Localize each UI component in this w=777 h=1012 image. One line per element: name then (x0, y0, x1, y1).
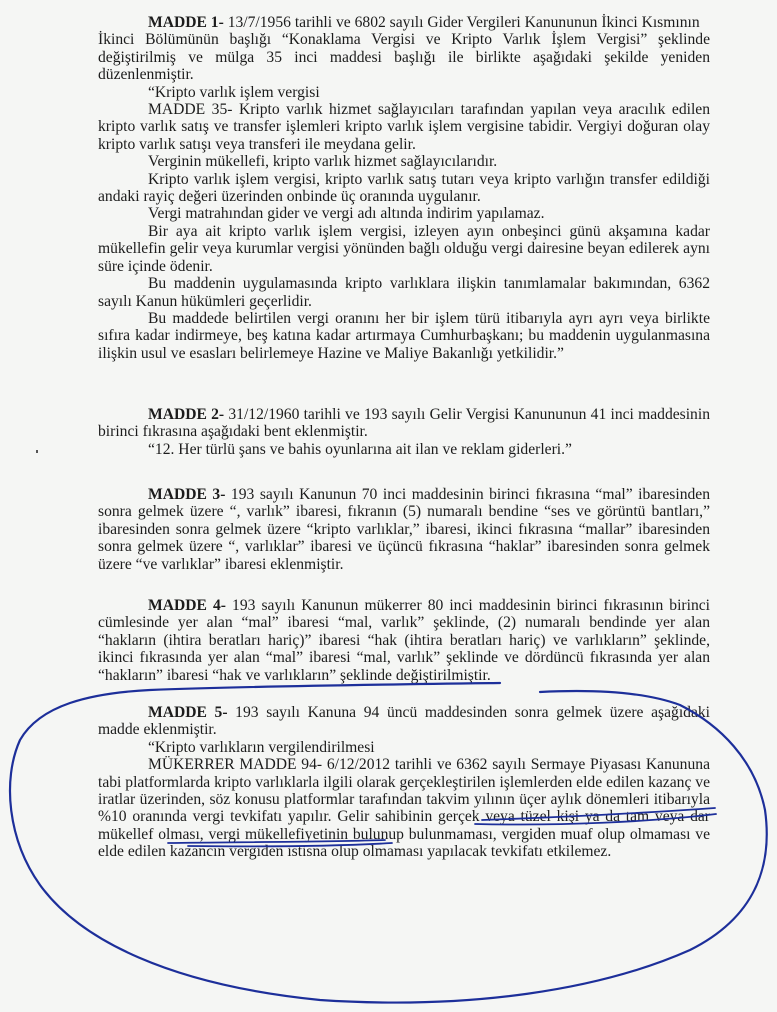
madde-3-section (98, 486, 710, 573)
madde-1-paragraph: Verginin mükellefi, kripto varlık hizmet sağlayıcılarıdır. (148, 153, 498, 171)
madde-1-title: MADDE 1- (148, 14, 224, 31)
madde-1-intro-rest: İkinci Bölümünün başlığı “Konaklama Vergisi ve Kripto Varlık İşlem Vergisi” şeklinde değiştirilmiş ve mülga 35 inci maddesi başlığı ile birlikte aşağıdaki şekilde yeniden düzenlenmiştir. (98, 31, 710, 84)
margin-mark (36, 450, 38, 453)
madde-1-paragraph: Kripto varlık işlem vergisi, kripto varlık satış tutarı veya kripto varlığın transfer edildiği andaki rayiç değeri üzerinden onbinde üç oranında uygulanır. (98, 170, 710, 206)
madde-5-title: MADDE 5- (148, 704, 228, 721)
madde-4-text: MADDE 4- 193 sayılı Kanunun mükerrer 80 inci maddesinin birinci fıkrasının birinci cümlesinde yer alan “mal” ibaresi “mal, varlık” şeklinde, (2) numaralı bendinde yer alan “hakların (ihtira beratları hariç)” ibaresi “hak (ihtira beratları hariç) ve varlıkların” şeklinde, ikinci fıkrasında yer alan “mal” ibaresi “mal, varlık” şeklinde ve dördüncü fıkrasında yer alan “hakların” ibaresi “hak ve varlıkların” şeklinde değiştirilmiştir. (98, 597, 710, 684)
madde-4-title: MADDE 4- (148, 597, 226, 614)
madde-5-text: MADDE 5- 193 sayılı Kanuna 94 üncü maddesinden sonra gelmek üzere aşağıdaki madde eklenmiştir. (98, 704, 710, 739)
madde-5-heading: “Kripto varlıkların vergilendirilmesi (148, 738, 375, 756)
madde-2-quote: “12. Her türlü şans ve bahis oyunlarına ait ilan ve reklam giderleri.” (148, 440, 572, 458)
madde-4-section (98, 597, 710, 684)
madde-2-title: MADDE 2- (148, 406, 225, 423)
madde-1-paragraph: MADDE 35- Kripto varlık hizmet sağlayıcıları tarafından yapılan veya aracılık edilen kripto varlık satış ve transfer işlemleri kripto varlık işlem vergisine tabidir. Vergiyi doğuran olay kripto varlık satışı veya transferi ile meydana gelir. (98, 101, 710, 153)
madde-3-text: MADDE 3- 193 sayılı Kanunun 70 inci maddesinin birinci fıkrasına “mal” ibaresinden sonra gelmek üzere “, varlık” ibaresi, fıkranın (5) numaralı bendine “ses ve görüntü bantları,” ibaresinden sonra gelmek üzere “kripto varlıklar,” ibaresi, ikinci fıkrasına “mallar” ibaresinden sonra gelmek üzere “, varlıklar” ibaresi ve üçüncü fıkrasına “haklar” ibaresinden sonra gelmek üzere “ve varlıklar” ibaresi eklenmiştir. (98, 486, 711, 573)
madde-5-section (98, 704, 710, 861)
madde-5-body: MÜKERRER MADDE 94- 6/12/2012 tarihli ve 6362 sayılı Sermaye Piyasası Kanununa tabi platformlarda kripto varlıklarla ilgili olarak gerçekleştirilen işlemlerden elde edilen kazanç ve iratlar üzerinden, söz konusu platformlar tarafından takvim yılının üçer aylık dönemleri itibarıyla %10 oranında vergi tevkifatı yapılır. Gelir sahibinin gerçek veya tüzel kişi ya da tam veya dar mükellef olması, vergi mükellefiyetinin bulunup bulunmaması, vergiden muaf olup olmaması ve elde edilen kazancın vergiden istisna olup olmaması yapılacak tevkifatı etkilemez. (98, 756, 710, 861)
madde-1-heading: “Kripto varlık işlem vergisi (148, 83, 320, 101)
madde-1-paragraph: Bu maddenin uygulamasında kripto varlıklara ilişkin tanımlamalar bakımından, 6362 sayılı Kanun hükümleri geçerlidir. (98, 275, 710, 310)
madde-3-title: MADDE 3- (148, 486, 226, 503)
madde-1-paragraph: Vergi matrahından gider ve vergi adı altında indirim yapılamaz. (148, 205, 545, 223)
madde-2-section (98, 406, 710, 458)
madde-1-intro-line1: MADDE 1- 13/7/1956 tarihli ve 6802 sayılı Gider Vergileri Kanununun İkinci Kısmının (148, 14, 700, 31)
madde-2-text: MADDE 2- 31/12/1960 tarihli ve 193 sayılı Gelir Vergisi Kanununun 41 inci maddesinin birinci fıkrasına aşağıdaki bent eklenmiştir. (98, 406, 710, 441)
madde-1-paragraph: Bu maddede belirtilen vergi oranını her bir işlem türü itibarıyla ayrı ayrı veya birlikte sıfıra kadar indirmeye, beş katına kadar artırmaya Cumhurbaşkanı; bu maddenin uygulanmasına ilişkin usul ve esasları belirlemeye Hazine ve Maliye Bakanlığı yetkilidir.” (98, 309, 710, 362)
madde-1-paragraph: Bir aya ait kripto varlık işlem vergisi, izleyen ayın onbeşinci günü akşamına kadar mükellefin gelir veya kurumlar vergisi yönünden bağlı olduğu vergi dairesine beyan edilerek aynı süre içinde ödenir. (98, 222, 710, 275)
madde-1-section (98, 14, 710, 362)
